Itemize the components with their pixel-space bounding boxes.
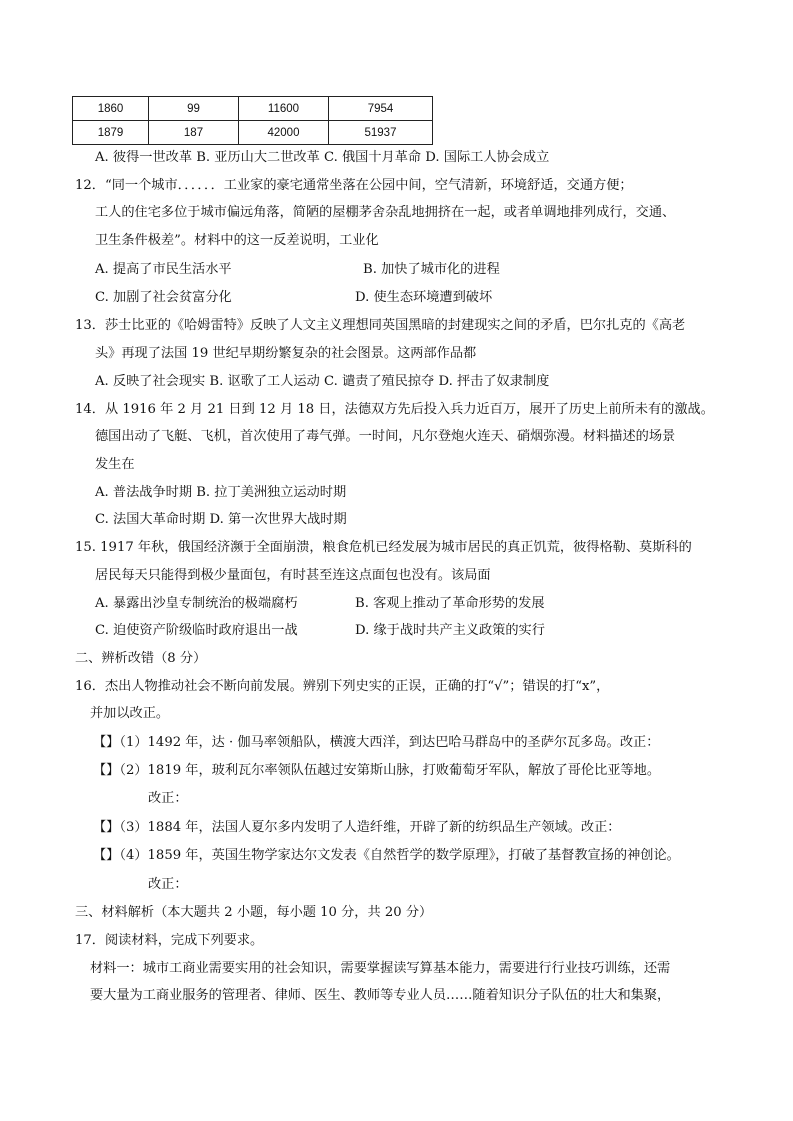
q13-options: A. 反映了社会现实 B. 讴歌了工人运动 C. 谴责了殖民掠夺 D. 抨击了奴隶制度 [95,374,550,389]
table-row [73,121,433,145]
q15-stem: 15. 1917 年秋，俄国经济濒于全面崩溃，粮食危机已经发展为城市居民的真正饥荒，彼得格勒、莫斯科的 [75,540,692,555]
q16-item-2-correction: 改正： [148,791,188,806]
q12-stem: 工人的住宅多位于城市偏远角落，简陋的屋棚茅舍杂乱地拥挤在一起，或者单调地排列成行，交通、 [95,205,676,220]
q15-option-b: B. 客观上推动了革命形势的发展 [355,596,545,611]
q15-option-c: C. 迫使资产阶级临时政府退出一战 [95,623,298,638]
q14-options: A. 普法战争时期 B. 拉丁美洲独立运动时期 [95,485,347,500]
q17-material: 要大量为工商业服务的管理者、律师、医生、教师等专业人员……随着知识分子队伍的壮大和集聚， [90,988,671,1003]
q12-option-a: A. 提高了市民生活水平 [95,262,232,277]
data-table [72,96,433,145]
q14-stem: 德国出动了飞艇、飞机，首次使用了毒气弹。一时间，凡尔登炮火连天、硝烟弥漫。材料描述的场景 [95,429,676,444]
q16-item-3: 【】（3）1884 年，法国人夏尔多内发明了人造纤维，开辟了新的纺织品生产领域。改正： [93,820,621,835]
q17-material: 材料一：城市工商业需要实用的社会知识，需要掌握读写算基本能力，需要进行行业技巧训练，还需 [90,961,671,976]
q16-stem: 16．杰出人物推动社会不断向前发展。辨别下列史实的正误，正确的打“√”；错误的打“x”， [75,679,610,694]
q12-stem: 12．“同一个城市．．．．．．工业家的豪宅通常坐落在公园中间，空气清新，环境舒适，交通方便； [75,178,633,193]
table-cell: 42000 [239,121,329,145]
q14-options: C. 法国大革命时期 D. 第一次世界大战时期 [95,512,347,527]
q17-stem: 17．阅读材料，完成下列要求。 [75,933,264,948]
q14-stem: 14．从 1916 年 2 月 21 日到 12 月 18 日，法德双方先后投入兵力近百万，展开了历史上前所未有的激战。 [75,402,714,417]
q14-stem: 发生在 [95,457,135,472]
q12-option-b: B. 加快了城市化的进程 [363,262,500,277]
table-cell: 11600 [239,97,329,121]
table-cell: 99 [149,97,239,121]
q16-item-4-correction: 改正： [148,877,188,892]
table-cell: 1860 [73,97,149,121]
q12-option-c: C. 加剧了社会贫富分化 [95,290,232,305]
table-cell: 7954 [329,97,433,121]
q15-option-a: A. 暴露出沙皇专制统治的极端腐朽 [95,596,298,611]
table-row [73,97,433,121]
q15-stem: 居民每天只能得到极少量面包，有时甚至连这点面包也没有。该局面 [95,568,491,583]
section-heading: 三、材料解析（本大题共 2 小题，每小题 10 分，共 20 分） [75,905,433,920]
q13-stem: 头》再现了法国 19 世纪早期纷繁复杂的社会图景。这两部作品都 [95,346,477,361]
q12-option-d: D. 使生态环境遭到破坏 [355,290,493,305]
section-heading: 二、辨析改错（8 分） [75,651,207,666]
q11-options: A. 彼得一世改革 B. 亚历山大二世改革 C. 俄国十月革命 D. 国际工人协会成立 [95,150,550,165]
table-cell: 1879 [73,121,149,145]
table-cell: 51937 [329,121,433,145]
q16-item-2: 【】（2）1819 年，玻利瓦尔率领队伍越过安第斯山脉，打败葡萄牙军队，解放了哥伦比亚等地。 [93,763,661,778]
q15-option-d: D. 缘于战时共产主义政策的实行 [355,623,545,638]
q16-stem: 并加以改正。 [90,706,170,721]
q16-item-1: 【】（1）1492 年，达 · 伽马率领船队，横渡大西洋，到达巴哈马群岛中的圣萨尔瓦多岛。改正： [93,735,660,750]
q13-stem: 13．莎士比亚的《哈姆雷特》反映了人文主义理想同英国黑暗的封建现实之间的矛盾，巴尔扎克的《高老 [75,318,686,333]
q16-item-4: 【】（4）1859 年，英国生物学家达尔文发表《自然哲学的数学原理》，打破了基督教宣扬的神创论。 [93,848,680,863]
q12-stem: 卫生条件极差”。材料中的这一反差说明，工业化 [95,233,379,248]
table-cell: 187 [149,121,239,145]
